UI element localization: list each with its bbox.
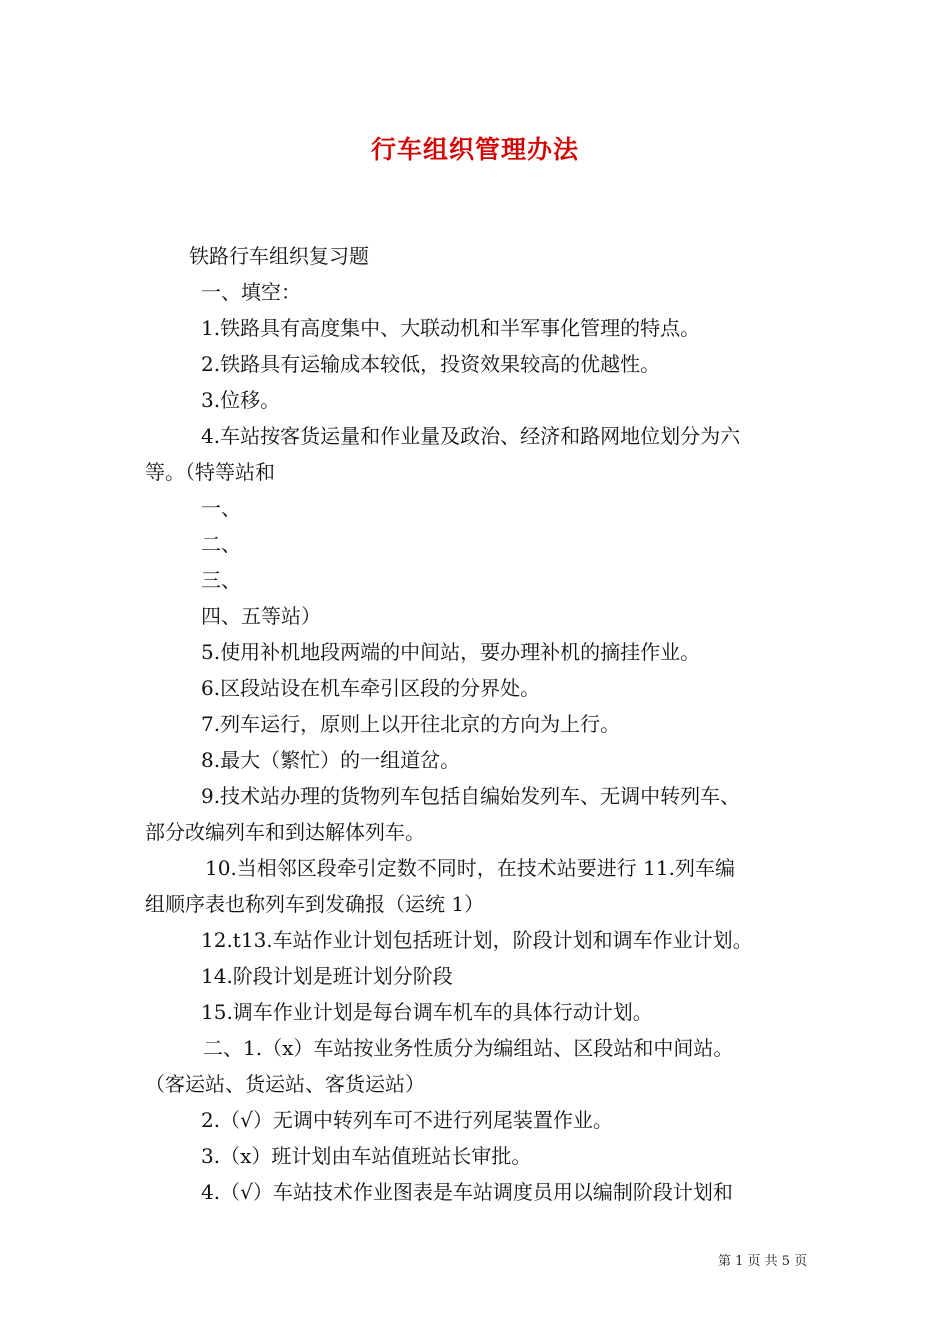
text-line: 14.阶段计划是班计划分阶段 [201, 964, 453, 988]
text-line: 7.列车运行，原则上以开往北京的方向为上行。 [201, 712, 621, 736]
text-line: 15.调车作业计划是每台调车机车的具体行动计划。 [201, 1000, 653, 1024]
text-line: 5.使用补机地段两端的中间站，要办理补机的摘挂作业。 [201, 640, 701, 664]
text-line: 三、 [201, 568, 241, 592]
text-line: 8.最大（繁忙）的一组道岔。 [201, 748, 461, 772]
text-line: 2.铁路具有运输成本较低，投资效果较高的优越性。 [201, 352, 661, 376]
text-line: 9.技术站办理的货物列车包括自编始发列车、无调中转列车、 [201, 784, 741, 808]
text-line: 一、填空： [201, 280, 301, 304]
text-line: 二、1.（x）车站按业务性质分为编组站、区段站和中间站。 [203, 1036, 734, 1060]
text-line: 铁路行车组织复习题 [189, 244, 369, 268]
text-line: 4.（√）车站技术作业图表是车站调度员用以编制阶段计划和 [201, 1180, 733, 1204]
text-line: 二、 [201, 532, 241, 556]
text-line: 4.车站按客货运量和作业量及政治、经济和路网地位划分为六 [201, 424, 741, 448]
text-line: 10.当相邻区段牵引定数不同时，在技术站要进行 11.列车编 [205, 856, 735, 880]
text-line: 1.铁路具有高度集中、大联动机和半军事化管理的特点。 [201, 316, 701, 340]
text-line: 3.位移。 [201, 388, 281, 412]
page-number: 第 1 页 共 5 页 [718, 1254, 808, 1269]
text-line: 12.t13.车站作业计划包括班计划，阶段计划和调车作业计划。 [201, 928, 753, 952]
text-line: 部分改编列车和到达解体列车。 [145, 820, 425, 844]
text-line: 等。（特等站和 [145, 460, 275, 484]
text-line: 四、五等站） [201, 604, 321, 628]
document-title: 行车组织管理办法 [370, 135, 579, 164]
text-line: 6.区段站设在机车牵引区段的分界处。 [201, 676, 541, 700]
text-line: 2.（√）无调中转列车可不进行列尾装置作业。 [201, 1108, 613, 1132]
text-line: 组顺序表也称列车到发确报（运统 1） [145, 892, 485, 916]
document-body [145, 238, 810, 1210]
text-line: 3.（x）班计划由车站值班站长审批。 [201, 1144, 532, 1168]
text-line: （客运站、货运站、客货运站） [145, 1072, 425, 1096]
text-line: 一、 [201, 496, 241, 520]
